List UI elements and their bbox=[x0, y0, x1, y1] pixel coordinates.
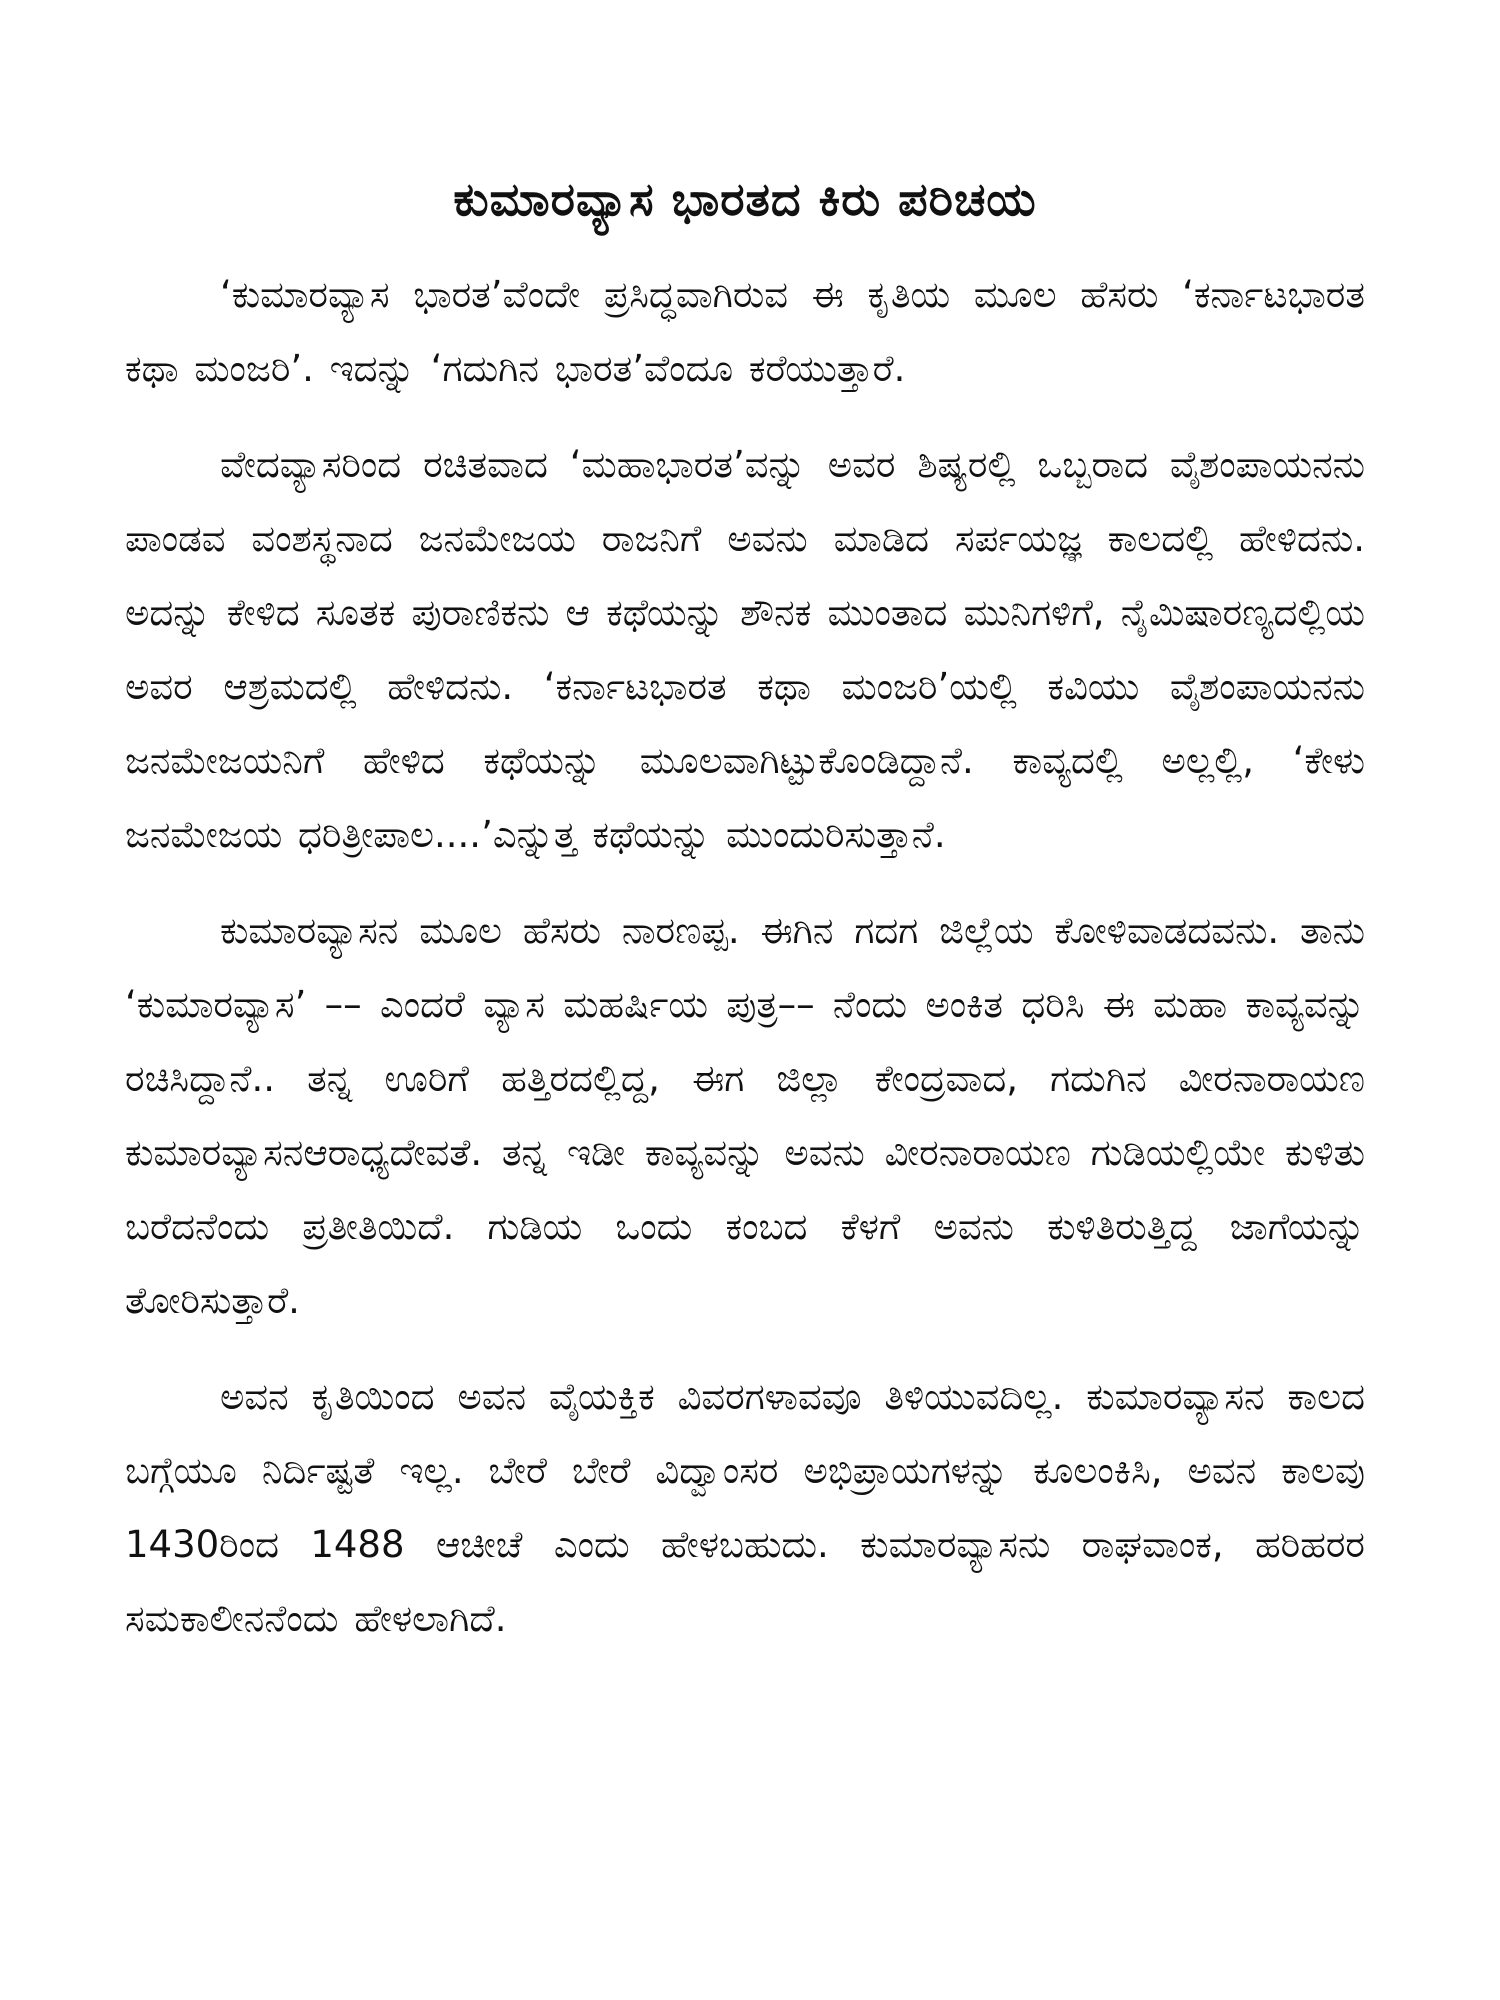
document-page bbox=[125, 170, 1365, 1678]
paragraph-4: ಅವನ ಕೃತಿಯಿಂದ ಅವನ ವೈಯಕ್ತಿಕ ವಿವರಗಳಾವವೂ ತಿಳಿಯುವದಿಲ್ಲ. ಕುಮಾರವ್ಯಾಸನ ಕಾಲದ ಬಗ್ಗೆಯೂ ನಿರ್ದಿಷ್ಟತೆ ಇಲ್ಲ. ಬೇರೆ ಬೇರೆ ವಿದ್ವಾಂಸರ ಅಭಿಪ್ರಾಯಗಳನ್ನು ಕೂಲಂಕಿಸಿ, ಅವನ ಕಾಲವು 1430ರಿಂದ 1488 ಆಚೀಚೆ ಎಂದು ಹೇಳಬಹುದು. ಕುಮಾರವ್ಯಾಸನು ರಾಘವಾಂಕ, ಹರಿಹರರ ಸಮಕಾಲೀನನೆಂದು ಹೇಳಲಾಗಿದೆ. bbox=[125, 1374, 1365, 1640]
paragraph-1: ‘ಕುಮಾರವ್ಯಾಸ ಭಾರತ’ವೆಂದೇ ಪ್ರಸಿದ್ಧವಾಗಿರುವ ಈ ಕೃತಿಯ ಮೂಲ ಹೆಸರು ‘ಕರ್ನಾಟಭಾರತ ಕಥಾ ಮಂಜರಿ’. ಇದನ್ನು ‘ಗದುಗಿನ ಭಾರತ’ವೆಂದೂ ಕರೆಯುತ್ತಾರೆ. bbox=[125, 272, 1365, 390]
paragraph-2: ವೇದವ್ಯಾಸರಿಂದ ರಚಿತವಾದ ‘ಮಹಾಭಾರತ’ವನ್ನು ಅವರ ಶಿಷ್ಯರಲ್ಲಿ ಒಬ್ಬರಾದ ವೈಶಂಪಾಯನನು ಪಾಂಡವ ವಂಶಸ್ಥನಾದ ಜನಮೇಜಯ ರಾಜನಿಗೆ ಅವನು ಮಾಡಿದ ಸರ್ಪಯಜ್ಞ ಕಾಲದಲ್ಲಿ ಹೇಳಿದನು. ಅದನ್ನು ಕೇಳಿದ ಸೂತಕ ಪುರಾಣಿಕನು ಆ ಕಥೆಯನ್ನು ಶೌನಕ ಮುಂತಾದ ಮುನಿಗಳಿಗೆ, ನೈಮಿಷಾರಣ್ಯದಲ್ಲಿಯ ಅವರ ಆಶ್ರಮದಲ್ಲಿ ಹೇಳಿದನು. ‘ಕರ್ನಾಟಭಾರತ ಕಥಾ ಮಂಜರಿ’ಯಲ್ಲಿ ಕವಿಯು ವೈಶಂಪಾಯನನು ಜನಮೇಜಯನಿಗೆ ಹೇಳಿದ ಕಥೆಯನ್ನು ಮೂಲವಾಗಿಟ್ಟುಕೊಂಡಿದ್ದಾನೆ. ಕಾವ್ಯದಲ್ಲಿ ಅಲ್ಲಲ್ಲಿ, ‘ಕೇಳು ಜನಮೇಜಯ ಧರಿತ್ರೀಪಾಲ....’ಎನ್ನುತ್ತ ಕಥೆಯನ್ನು ಮುಂದುರಿಸುತ್ತಾನೆ. bbox=[125, 442, 1365, 856]
document-title: ಕುಮಾರವ್ಯಾಸ ಭಾರತದ ಕಿರು ಪರಿಚಯ bbox=[453, 172, 1037, 226]
paragraph-3: ಕುಮಾರವ್ಯಾಸನ ಮೂಲ ಹೆಸರು ನಾರಣಪ್ಪ. ಈಗಿನ ಗದಗ ಜಿಲ್ಲೆಯ ಕೋಳಿವಾಡದವನು. ತಾನು ‘ಕುಮಾರವ್ಯಾಸ’ –– ಎಂದರೆ ವ್ಯಾಸ ಮಹರ್ಷಿಯ ಪುತ್ರ–– ನೆಂದು ಅಂಕಿತ ಧರಿಸಿ ಈ ಮಹಾ ಕಾವ್ಯವನ್ನು ರಚಿಸಿದ್ದಾನೆ.. ತನ್ನ ಊರಿಗೆ ಹತ್ತಿರದಲ್ಲಿದ್ದ, ಈಗ ಜಿಲ್ಲಾ ಕೇಂದ್ರವಾದ, ಗದುಗಿನ ವೀರನಾರಾಯಣ ಕುಮಾರವ್ಯಾಸನಆರಾಧ್ಯದೇವತೆ. ತನ್ನ ಇಡೀ ಕಾವ್ಯವನ್ನು ಅವನು ವೀರನಾರಾಯಣ ಗುಡಿಯಲ್ಲಿಯೇ ಕುಳಿತು ಬರೆದನೆಂದು ಪ್ರತೀತಿಯಿದೆ. ಗುಡಿಯ ಒಂದು ಕಂಬದ ಕೆಳಗೆ ಅವನು ಕುಳಿತಿರುತ್ತಿದ್ದ ಜಾಗೆಯನ್ನು ತೋರಿಸುತ್ತಾರೆ. bbox=[125, 908, 1365, 1322]
